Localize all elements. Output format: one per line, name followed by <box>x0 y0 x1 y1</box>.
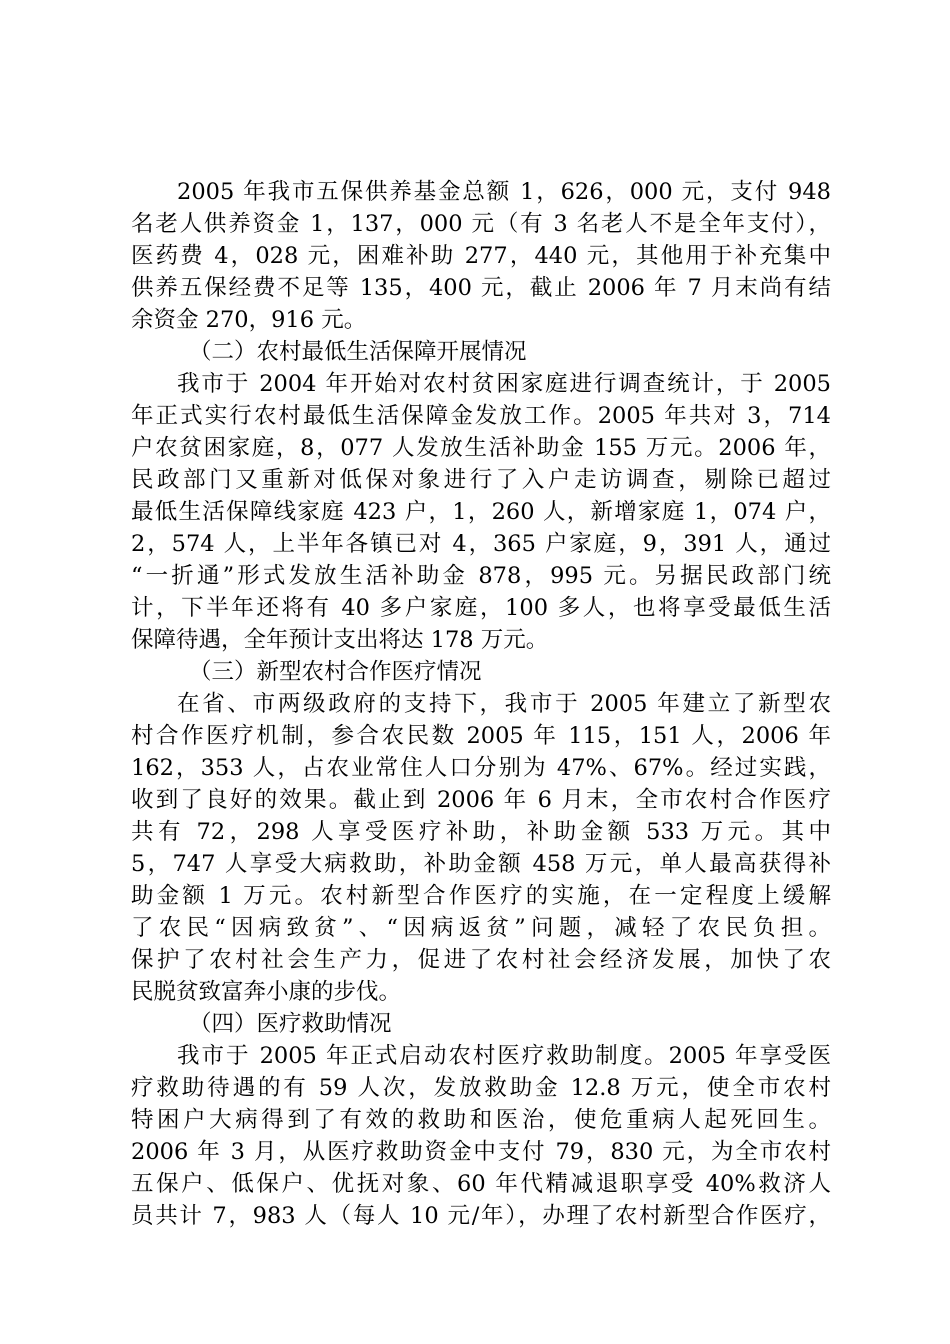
section-heading-4: （四）医疗救助情况 <box>189 1011 392 1037</box>
paragraph-3-line-1: 在省、市两级政府的支持下，我市于 2005 年建立了新型农 <box>177 691 831 717</box>
paragraph-4-line-4: 2006 年 3 月，从医疗救助资金中支付 79，830 元，为全市农村 <box>131 1139 831 1165</box>
paragraph-2-line-1: 我市于 2004 年开始对农村贫困家庭进行调查统计，于 2005 <box>177 371 831 397</box>
paragraph-2-line-5: 最低生活保障线家庭 423 户，1，260 人，新增家庭 1，074 户， <box>131 499 831 525</box>
paragraph-4-line-6: 员共计 7，983 人（每人 10 元/年），办理了农村新型合作医疗， <box>131 1203 831 1229</box>
document-page <box>131 176 831 1232</box>
paragraph-2-line-3: 户农贫困家庭，8，077 人发放生活补助金 155 万元。2006 年， <box>131 435 831 461</box>
paragraph-3-line-4: 收到了良好的效果。截止到 2006 年 6 月末，全市农村合作医疗 <box>131 787 831 813</box>
paragraph-4-line-1: 我市于 2005 年正式启动农村医疗救助制度。2005 年享受医 <box>177 1043 831 1069</box>
paragraph-1-line-2: 名老人供养资金 1，137，000 元（有 3 名老人不是全年支付）， <box>131 211 831 237</box>
paragraph-3-line-6: 5，747 人享受大病救助，补助金额 458 万元，单人最高获得补 <box>131 851 831 877</box>
paragraph-4-line-2: 疗救助待遇的有 59 人次，发放救助金 12.8 万元，使全市农村 <box>131 1075 831 1101</box>
paragraph-3-line-7: 助金额 1 万元。农村新型合作医疗的实施，在一定程度上缓解 <box>131 883 831 909</box>
paragraph-3-line-2: 村合作医疗机制，参合农民数 2005 年 115，151 人，2006 年 <box>131 723 831 749</box>
paragraph-3-line-5: 共有 72，298 人享受医疗补助，补助金额 533 万元。其中 <box>131 819 831 845</box>
section-heading-3: （三）新型农村合作医疗情况 <box>189 659 482 685</box>
paragraph-2-line-6: 2，574 人，上半年各镇已对 4，365 户家庭，9，391 人，通过 <box>131 531 831 557</box>
paragraph-1-line-5: 余资金 270，916 元。 <box>131 307 367 333</box>
section-heading-2: （二）农村最低生活保障开展情况 <box>189 339 527 365</box>
paragraph-2-line-9: 保障待遇，全年预计支出将达 178 万元。 <box>131 627 549 653</box>
paragraph-4-line-5: 五保户、低保户、优抚对象、60 年代精减退职享受 40%救济人 <box>131 1171 831 1197</box>
paragraph-2-line-4: 民政部门又重新对低保对象进行了入户走访调查，剔除已超过 <box>131 467 831 493</box>
paragraph-3-line-8: 了农民“因病致贫”、“因病返贫”问题，减轻了农民负担。 <box>131 915 831 941</box>
paragraph-3-line-10: 民脱贫致富奔小康的步伐。 <box>131 979 402 1005</box>
paragraph-1-line-1: 2005 年我市五保供养基金总额 1，626，000 元，支付 948 <box>177 179 831 205</box>
paragraph-1-line-3: 医药费 4，028 元，困难补助 277，440 元，其他用于补充集中 <box>131 243 831 269</box>
paragraph-2-line-2: 年正式实行农村最低生活保障金发放工作。2005 年共对 3，714 <box>131 403 831 429</box>
paragraph-1-line-4: 供养五保经费不足等 135，400 元，截止 2006 年 7 月末尚有结 <box>131 275 831 301</box>
paragraph-2-line-8: 计，下半年还将有 40 多户家庭，100 多人，也将享受最低生活 <box>131 595 831 621</box>
paragraph-2-line-7: “一折通”形式发放生活补助金 878，995 元。另据民政部门统 <box>131 563 831 589</box>
paragraph-4-line-3: 特困户大病得到了有效的救助和医治，使危重病人起死回生。 <box>131 1107 831 1133</box>
paragraph-3-line-9: 保护了农村社会生产力，促进了农村社会经济发展，加快了农 <box>131 947 831 973</box>
paragraph-3-line-3: 162，353 人，占农业常住人口分别为 47%、67%。经过实践， <box>131 755 831 781</box>
